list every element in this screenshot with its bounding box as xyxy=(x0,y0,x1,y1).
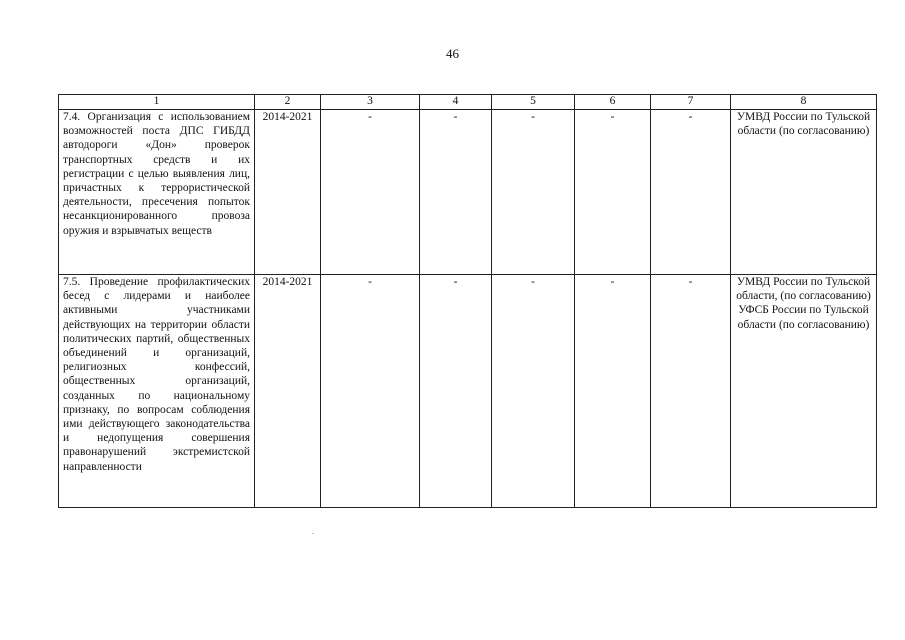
responsible-cell: УМВД России по Тульской области, (по согласованию) УФСБ России по Тульской области (по согласованию) xyxy=(731,275,877,508)
period-cell: 2014-2021 xyxy=(255,110,321,275)
column-header-4: 4 xyxy=(420,95,492,110)
column-header-1: 1 xyxy=(59,95,255,110)
column-4-cell: - xyxy=(420,275,492,508)
table-row xyxy=(59,110,877,275)
column-header-7: 7 xyxy=(651,95,731,110)
responsible-cell: УМВД России по Тульской области (по согласованию) xyxy=(731,110,877,275)
page-number: 46 xyxy=(446,46,459,61)
column-header-5: 5 xyxy=(492,95,575,110)
column-header-2: 2 xyxy=(255,95,321,110)
column-3-cell: - xyxy=(321,275,420,508)
column-7-cell: - xyxy=(651,275,731,508)
column-6-cell: - xyxy=(575,275,651,508)
column-header-6: 6 xyxy=(575,95,651,110)
column-6-cell: - xyxy=(575,110,651,275)
column-5-cell: - xyxy=(492,110,575,275)
header-row xyxy=(59,95,877,110)
column-7-cell: - xyxy=(651,110,731,275)
column-4-cell: - xyxy=(420,110,492,275)
activity-cell: 7.5. Проведение профилактических бесед с лидерами и наиболее активными участниками действующих на территории области политических партий, общественных объединений и организаций, религиозных конфессий, общественных организаций, созданных по национальному признаку, по вопросам соблюдения ими действующего законодательства и недопущения совершения правонарушений экстремистской направленности xyxy=(59,275,255,508)
activity-cell: 7.4. Организация с использованием возможностей поста ДПС ГИБДД автодороги «Дон» проверок транспортных средств и их регистрации с целью выявления лиц, причастных к террористической деятельности, пресечения попыток несанкционированного провоза оружия и взрывчатых веществ xyxy=(59,110,255,275)
table-row xyxy=(59,275,877,508)
period-cell: 2014-2021 xyxy=(255,275,321,508)
column-3-cell: - xyxy=(321,110,420,275)
column-5-cell: - xyxy=(492,275,575,508)
column-header-8: 8 xyxy=(731,95,877,110)
activities-table xyxy=(58,94,877,508)
scan-speck xyxy=(312,533,314,534)
column-header-3: 3 xyxy=(321,95,420,110)
